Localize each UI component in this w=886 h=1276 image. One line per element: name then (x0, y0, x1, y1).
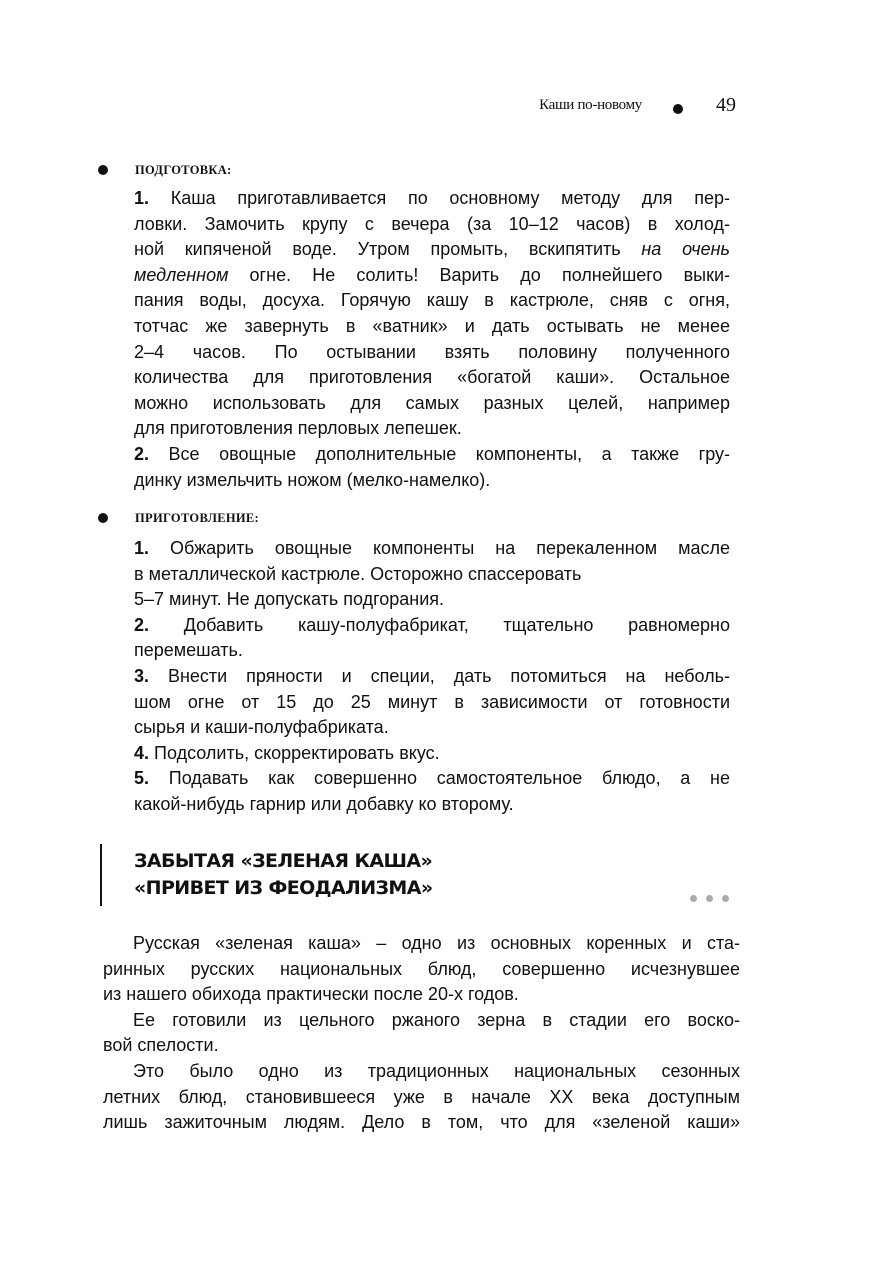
text-line (134, 340, 730, 366)
body-text (103, 931, 740, 1136)
text-line (134, 416, 730, 442)
text-line (134, 288, 730, 314)
step-number: 1. (134, 538, 150, 558)
line-text: Каша приготавливается по основному методу для пер- (149, 188, 730, 208)
line-text: Подсолить, скорректировать вкус. (149, 742, 440, 763)
bullet-icon (673, 104, 683, 114)
line-text: перемешать. (134, 640, 243, 661)
text-line (134, 536, 730, 562)
bullet-icon (98, 165, 108, 175)
text-line (134, 766, 730, 792)
section-title-cooking: ПРИГОТОВЛЕНИЕ: (98, 511, 259, 526)
bullet-icon (98, 513, 108, 523)
line-text: из нашего обихода практически после 20-х годов. (103, 984, 519, 1005)
text-line (103, 1008, 740, 1034)
heading-line: ЗАБЫТАЯ «ЗЕЛЕНАЯ КАША» (134, 850, 433, 872)
text-line (103, 1085, 740, 1111)
step-number: 3. (134, 665, 150, 686)
line-text: тотчас же завернуть в «ватник» и дать остывать не менее (134, 315, 730, 336)
text-line (103, 1059, 740, 1085)
line-text: лишь зажиточным людям. Дело в том, что для «зеленой каши» (103, 1112, 740, 1133)
running-title: Каши по-новому (539, 97, 642, 113)
text-line (103, 1110, 740, 1136)
text-line (134, 442, 730, 468)
text-line (134, 212, 730, 238)
line-text: 5–7 минут. Не допускать подгорания. (134, 589, 445, 610)
page-number: 49 (716, 94, 736, 116)
text-line (134, 186, 730, 212)
line-text: Все овощные дополнительные компоненты, а также гру- (149, 443, 730, 464)
line-text: вой спелости. (103, 1035, 219, 1056)
text-line (134, 613, 730, 639)
chapter-heading (134, 848, 433, 902)
italic-text: на очень (641, 239, 730, 260)
line-text: в металлической кастрюле. Осторожно спассеровать (134, 563, 582, 584)
line-text: Обжарить овощные компоненты на перекаленном масле (149, 538, 730, 558)
line-text: какой-нибудь гарнир или добавку ко второму. (134, 793, 514, 814)
line-text: можно использовать для самых разных целей, например (134, 392, 730, 413)
text-line (134, 391, 730, 417)
text-line (134, 741, 730, 767)
text-line (134, 587, 730, 613)
line-text: Ее готовили из цельного ржаного зерна в стадии его воско- (133, 1009, 740, 1030)
step-number: 5. (134, 768, 150, 789)
step-number: 1. (134, 188, 150, 208)
text-line (134, 562, 730, 588)
text-line (134, 263, 730, 289)
line-text: шом огне от 15 до 25 минут в зависимости от готовности (134, 691, 730, 712)
line-text: Это было одно из традиционных национальных сезонных (133, 1060, 740, 1081)
text-line (134, 715, 730, 741)
ellipsis-ornament (690, 889, 738, 907)
line-text: Русская «зеленая каша» – одно из основных коренных и ста- (133, 933, 740, 953)
italic-text: медленном (134, 264, 229, 285)
text-line (103, 931, 740, 957)
section-title-preparation: ПОДГОТОВКА: (98, 163, 232, 178)
text-line (103, 1033, 740, 1059)
text-line (134, 638, 730, 664)
text-line (103, 957, 740, 983)
text-line (134, 365, 730, 391)
text-line (134, 664, 730, 690)
line-text: 2–4 часов. По остывании взять половину полученного (134, 341, 730, 362)
cooking-steps (134, 536, 730, 818)
line-text: Добавить кашу-полуфабрикат, тщательно равномерно (149, 614, 730, 635)
line-text: сырья и каши-полуфабриката. (134, 717, 389, 738)
line-text: ной кипяченой воде. Утром промыть, вскипятить (134, 239, 642, 260)
line-text: огне. Не солить! Варить до полнейшего выки- (228, 264, 730, 285)
text-line (134, 237, 730, 263)
line-text: ринных русских национальных блюд, совершенно исчезнувшее (103, 958, 740, 979)
text-line (134, 690, 730, 716)
text-line (134, 792, 730, 818)
heading-line: «ПРИВЕТ ИЗ ФЕОДАЛИЗМА» (134, 877, 433, 899)
line-text: ловки. Замочить крупу с вечера (за 10–12 часов) в холод- (134, 213, 730, 234)
line-text: динку измельчить ножом (мелко-намелко). (134, 469, 491, 490)
text-line (134, 314, 730, 340)
heading-bar (100, 844, 102, 906)
step-number: 2. (134, 614, 150, 635)
line-text: пания воды, досуха. Горячую кашу в кастрюле, сняв с огня, (134, 290, 730, 311)
step-number: 2. (134, 443, 150, 464)
text-line (134, 468, 730, 494)
line-text: Внести пряности и специи, дать потомиться на неболь- (149, 665, 730, 686)
preparation-steps (134, 186, 730, 493)
line-text: для приготовления перловых лепешек. (134, 418, 462, 439)
text-line (103, 982, 740, 1008)
line-text: количества для приготовления «богатой каши». Остальное (134, 367, 730, 388)
line-text: летних блюд, становившееся уже в начале XX века доступным (103, 1086, 740, 1107)
line-text: Подавать как совершенно самостоятельное блюдо, а не (149, 768, 730, 789)
step-number: 4. (134, 742, 150, 763)
